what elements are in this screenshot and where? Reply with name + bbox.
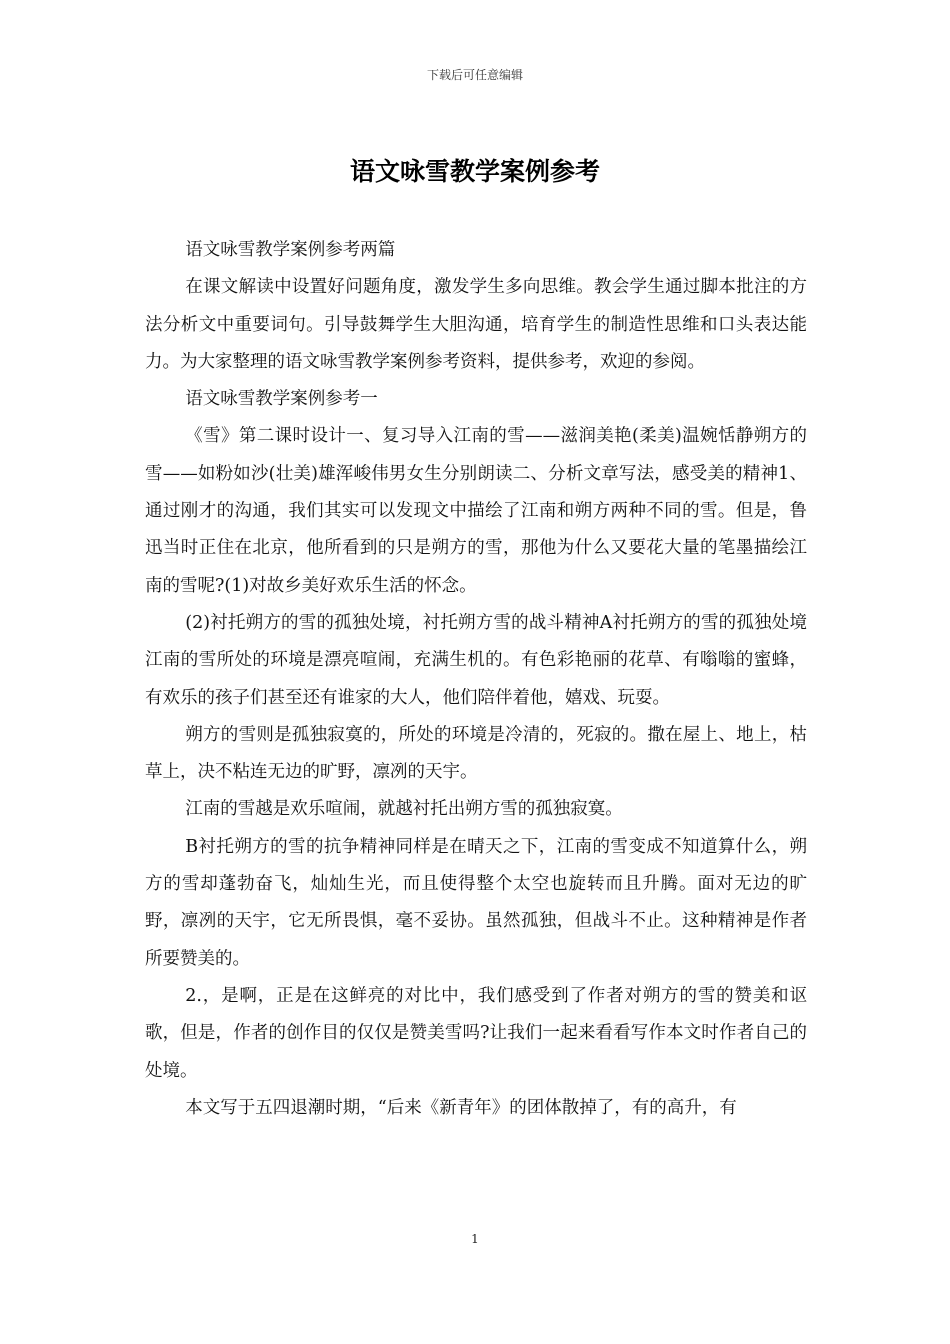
body-paragraph: 江南的雪越是欢乐喧闹，就越衬托出朔方雪的孤独寂寞。 [185, 799, 623, 820]
body-paragraph: 朔方的雪则是孤独寂寞的，所处的环境是冷清的，死寂的。撒在屋上、地上，枯草上，决不粘连无边的旷野，凛冽的天宇。 [145, 724, 807, 783]
body-paragraph: B衬托朔方的雪的抗争精神同样是在晴天之下，江南的雪变成不知道算什么，朔方的雪却蓬勃奋飞，灿灿生光，而且使得整个太空也旋转而且升腾。面对无边的旷野，凛冽的天宇，它无所畏惧，毫不妥协。虽然孤独，但战斗不止。这种精神是作者所要赞美的。 [145, 836, 807, 969]
subtitle-paragraph: 语文咏雪教学案例参考两篇 [185, 240, 396, 260]
body-paragraph: 本文写于五四退潮时期，“后来《新青年》的团体散掉了，有的高升，有 [185, 1097, 737, 1118]
body-paragraph: 2.，是啊，正是在这鲜亮的对比中，我们感受到了作者对朔方的雪的赞美和讴歌，但是，作者的创作目的仅仅是赞美雪吗?让我们一起来看看写作本文时作者自己的处境。 [145, 985, 807, 1081]
body-paragraph: (2)衬托朔方的雪的孤独处境，衬托朔方雪的战斗精神A衬托朔方的雪的孤独处境江南的雪所处的环境是漂亮喧闹，充满生机的。有色彩艳丽的花草、有嗡嗡的蜜蜂，有欢乐的孩子们甚至还有谁家的大人，他们陪伴着他，嬉戏、玩耍。 [145, 612, 807, 708]
body-paragraph: 《雪》第二课时设计一、复习导入江南的雪——滋润美艳(柔美)温婉恬静朔方的雪——如粉如沙(壮美)雄浑峻伟男女生分别朗读二、分析文章写法，感受美的精神1、通过刚才的沟通，我们其实可以发现文中描绘了江南和朔方两种不同的雪。但是，鲁迅当时正住在北京，他所看到的只是朔方的雪，那他为什么又要花大量的笔墨描绘江南的雪呢?(1)对故乡美好欢乐生活的怀念。 [145, 426, 807, 596]
document-title: 语文咏雪教学案例参考 [349, 157, 600, 186]
page-header-note: 下载后可任意编辑 [426, 68, 523, 82]
page-number: 1 [471, 1232, 479, 1246]
document-body [145, 232, 807, 1127]
section-heading-paragraph: 语文咏雪教学案例参考一 [185, 389, 378, 410]
intro-paragraph: 在课文解读中设置好问题角度，激发学生多向思维。教会学生通过脚本批注的方法分析文中重要词句。引导鼓舞学生大胆沟通，培育学生的制造性思维和口头表达能力。为大家整理的语文咏雪教学案例参考资料，提供参考，欢迎的参阅。 [145, 277, 807, 372]
